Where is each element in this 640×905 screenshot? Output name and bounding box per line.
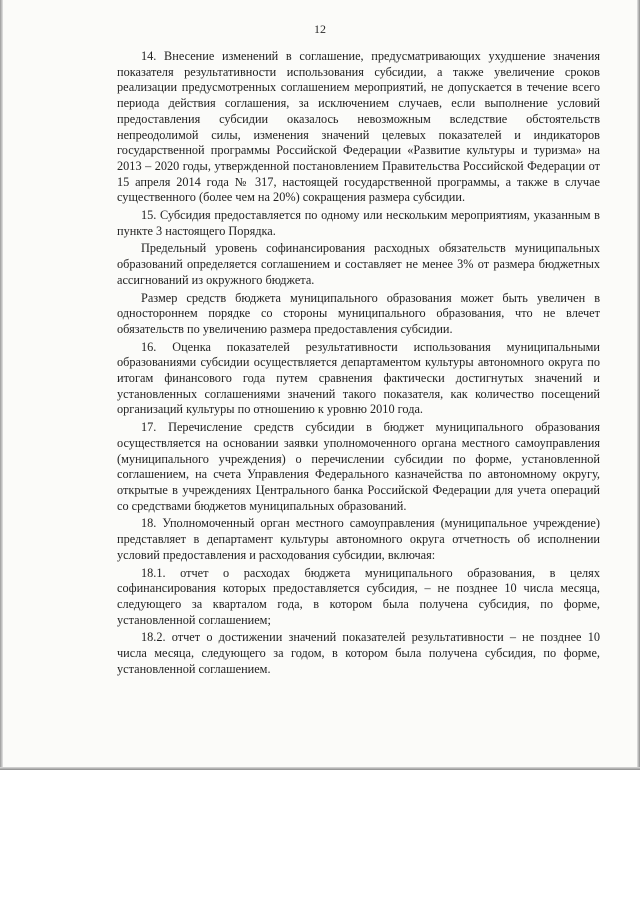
paragraph-18: 18. Уполномоченный орган местного самоуправления (муниципальное учреждение) представляет в департамент культуры автономного округа отчетность об исполнении условий предоставления и расходования субсидии, включая:: [117, 516, 600, 562]
blank-area: [0, 770, 640, 905]
paragraph-municipal-budget-size: Размер средств бюджета муниципального образования может быть увеличен в одностороннем порядке со стороны муниципального образования, что не влечет обязательств по увеличению размера предоставления субсидии.: [117, 290, 600, 336]
paragraph-cofinancing-level: Предельный уровень софинансирования расходных обязательств муниципальных образований определяется соглашением и составляет не менее 3% от размера бюджетных ассигнований из окружного бюджета.: [117, 241, 600, 287]
paragraph-16: 16. Оценка показателей результативности использования муниципальными образованиями субсидии осуществляется департаментом культуры автономного округа по итогам финансового года путем сравнения фактически достигнутых значений и установленных соглашениями значений такого показателя, как количество посещений организаций культуры по отношению к уровню 2010 года.: [117, 339, 600, 417]
paragraph-18-2: 18.2. отчет о достижении значений показателей результативности – не позднее 10 числа месяца, следующего за годом, в котором была получена субсидия, по форме, установленной соглашением.: [117, 630, 600, 676]
paragraph-14: 14. Внесение изменений в соглашение, предусматривающих ухудшение значения показателя результативности использования субсидии, а также увеличение сроков реализации предусмотренных соглашением мероприятий, не допускается в течение всего периода действия соглашения, за исключением случаев, если выполнение условий предоставления субсидии оказалось невозможным вследствие обстоятельств непреодолимой силы, изменения значений целевых показателей и индикаторов государственной программы Российской Федерации «Развитие культуры и туризма» на 2013 – 2020 годы, утвержденной постановлением Правительства Российской Федерации от 15 апреля 2014 года № 317, настоящей государственной программы, а также в случае существенного (более чем на 20%) сокращения размера субсидии.: [117, 49, 600, 205]
document-body: [117, 49, 600, 677]
paragraph-15: 15. Субсидия предоставляется по одному или нескольким мероприятиям, указанным в пункте 3 настоящего Порядка.: [117, 208, 600, 238]
page-number: 12: [314, 22, 326, 36]
paragraph-18-1: 18.1. отчет о расходах бюджета муниципального образования, в целях софинансирования которых предоставляется субсидия, – не позднее 10 числа месяца, следующего за кварталом года, в котором была получена субсидия, по форме, установленной соглашением;: [117, 565, 600, 627]
paragraph-17: 17. Перечисление средств субсидии в бюджет муниципального образования осуществляется на основании заявки уполномоченного органа местного самоуправления (муниципального учреждения) о перечислении субсидии по форме, установленной соглашением, на счета Управления Федерального казначейства по автономному округу, открытые в учреждениях Центрального банка Российской Федерации для учета операций со средствами бюджетов муниципальных образований.: [117, 420, 600, 513]
scan-edge-left: [0, 0, 3, 770]
